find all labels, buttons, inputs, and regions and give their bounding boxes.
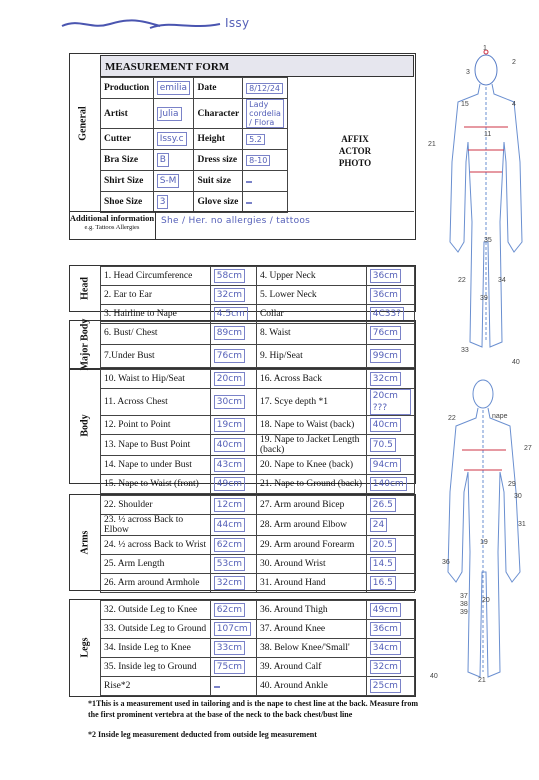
general-label-cell: Bra Size: [101, 150, 154, 171]
back-label-30: 30: [514, 493, 522, 500]
general-label-cell: Date: [194, 78, 243, 99]
additional-value: She / Her. no allergies / tattoos: [161, 216, 311, 226]
general-value-cell: [153, 192, 194, 213]
measure-value: 30cm: [214, 395, 245, 409]
measure-value: 20cm: [214, 372, 245, 386]
head-label: Head: [79, 276, 91, 300]
measure-value: 62cm: [214, 538, 245, 552]
back-label-31: 31: [518, 521, 526, 528]
measure-label: 9. Hip/Seat: [256, 345, 366, 368]
general-label-cell: Cutter: [101, 129, 154, 150]
measure-label: 36. Around Thigh: [256, 601, 366, 620]
measure-label: 10. Waist to Hip/Seat: [101, 370, 211, 389]
footnote-2: *2 Inside leg measurement deducted from outside leg measurement: [88, 730, 317, 739]
measure-row: [101, 601, 415, 620]
measure-value-cell: [210, 267, 256, 286]
back-label-nape: nape: [492, 413, 508, 420]
measure-value-cell: [366, 496, 414, 515]
measure-label: 34. Inside Leg to Knee: [101, 639, 211, 658]
measure-value: 94cm: [370, 458, 401, 472]
measure-row: [101, 658, 415, 677]
general-label-cell: Artist: [101, 99, 154, 129]
front-label-11: 11: [484, 131, 492, 138]
measure-row: [101, 620, 415, 639]
front-label-2: 2: [512, 59, 516, 66]
measure-value: 49cm: [214, 477, 245, 491]
measure-label: 28. Arm around Elbow: [256, 515, 366, 536]
measure-row: [101, 677, 415, 696]
measure-row: [101, 286, 415, 305]
measure-value-cell: [210, 620, 256, 639]
back-label-19: 19: [480, 539, 488, 546]
measure-label: 38. Below Knee/'Small': [256, 639, 366, 658]
footnote-1: *1This is a measurement used in tailoring and is the nape to chest line at the back. Measure from the first prominent vertebra at the base of the neck to the back chest/bust line: [88, 699, 419, 719]
measure-label: 2. Ear to Ear: [101, 286, 211, 305]
front-label-34: 34: [498, 277, 506, 284]
measure-value: 25cm: [370, 679, 401, 693]
general-value: 3: [157, 195, 169, 209]
general-value: Issy.c: [157, 132, 187, 146]
measure-row: [101, 416, 415, 435]
measure-label: 23. ½ across Back to Elbow: [101, 515, 211, 536]
measure-value: [214, 686, 220, 688]
measure-label: 27. Arm around Bicep: [256, 496, 366, 515]
measure-value: 24: [370, 518, 387, 532]
measure-row: [101, 370, 415, 389]
front-body-figure: [428, 42, 538, 372]
general-value: [246, 202, 252, 204]
general-value: [246, 181, 252, 183]
measure-value: 49cm: [370, 603, 401, 617]
measure-label: 21. Nape to Ground (back): [256, 475, 366, 494]
measure-value-cell: [210, 515, 256, 536]
general-value-cell: [153, 171, 194, 192]
measure-value-cell: [210, 435, 256, 456]
measure-value-cell: [210, 370, 256, 389]
major_body-label: Major Body: [79, 318, 91, 371]
general-value: 8/12/24: [246, 83, 283, 94]
measure-value-cell: [366, 574, 414, 593]
measure-value: 70.5: [370, 438, 396, 452]
measure-value-cell: [366, 658, 414, 677]
general-row: [101, 171, 288, 192]
general-value-cell: [243, 192, 288, 213]
legs-section: [69, 599, 416, 697]
back-label-40: 40: [430, 673, 438, 680]
measure-label: Collar: [256, 305, 366, 324]
general-value-cell: [153, 99, 194, 129]
head-table: [100, 266, 415, 324]
measure-value-cell: [366, 389, 414, 416]
general-row: [101, 78, 288, 99]
legs-label: Legs: [79, 637, 91, 658]
general-value-cell: [243, 171, 288, 192]
measure-label: 11. Across Chest: [101, 389, 211, 416]
measure-value: 34cm: [370, 641, 401, 655]
measure-value-cell: [210, 555, 256, 574]
measure-value-cell: [366, 416, 414, 435]
measure-value: 32cm: [214, 288, 245, 302]
major-body-section: [69, 320, 416, 370]
measure-value: 89cm: [214, 326, 245, 340]
front-label-40: 40: [512, 359, 520, 366]
front-label-15: 15: [461, 101, 469, 108]
measure-label: 25. Arm Length: [101, 555, 211, 574]
measure-value-cell: [366, 601, 414, 620]
additional-info-row: [69, 211, 414, 239]
back-label-29: 29: [508, 481, 516, 488]
measure-value-cell: [366, 620, 414, 639]
measure-value-cell: [210, 389, 256, 416]
measure-row: [101, 536, 415, 555]
general-label-cell: Shoe Size: [101, 192, 154, 213]
back-body-figure: [428, 372, 538, 682]
general-table: [100, 77, 288, 213]
general-value-cell: [153, 150, 194, 171]
measure-label: 37. Around Knee: [256, 620, 366, 639]
measure-value: 12cm: [214, 498, 245, 512]
form-title: MEASUREMENT FORM: [100, 55, 414, 77]
measure-row: [101, 496, 415, 515]
general-value: S-M: [157, 174, 180, 188]
general-value: 5.2: [246, 134, 265, 145]
measure-label: 5. Lower Neck: [256, 286, 366, 305]
general-value: Lady cordelia / Flora: [246, 99, 284, 128]
measure-value: 20.5: [370, 538, 396, 552]
measure-value-cell: [210, 677, 256, 696]
general-label-cell: Suit size: [194, 171, 243, 192]
back-label-36: 36: [442, 559, 450, 566]
measure-value-cell: [210, 456, 256, 475]
measure-label: 32. Outside Leg to Knee: [101, 601, 211, 620]
measure-value: 36cm: [370, 288, 401, 302]
measure-row: [101, 515, 415, 536]
measure-label: 7.Under Bust: [101, 345, 211, 368]
measure-value-cell: [366, 370, 414, 389]
general-row: [101, 129, 288, 150]
measure-row: [101, 345, 415, 368]
measure-value-cell: [210, 536, 256, 555]
measure-label: 33. Outside Leg to Ground: [101, 620, 211, 639]
head-section: [69, 265, 416, 319]
arms-table: [100, 495, 415, 593]
measure-value: 76cm: [214, 349, 245, 363]
measure-value: 75cm: [214, 660, 245, 674]
measure-value: 32cm: [370, 660, 401, 674]
general-value-cell: [153, 129, 194, 150]
measure-value: 58cm: [214, 269, 245, 283]
measure-row: [101, 267, 415, 286]
arms-section: [69, 494, 416, 591]
additional-sub: e.g. Tattoos Allergies: [84, 224, 140, 231]
measure-value-cell: [366, 536, 414, 555]
measure-label: 22. Shoulder: [101, 496, 211, 515]
measure-value: 32cm: [214, 576, 245, 590]
measure-label: 40. Around Ankle: [256, 677, 366, 696]
front-label-33: 33: [461, 347, 469, 354]
measure-label: 30. Around Wrist: [256, 555, 366, 574]
measure-row: [101, 475, 415, 494]
photo-label: AFFIX ACTOR PHOTO: [338, 134, 372, 168]
measure-value: 107cm: [214, 622, 251, 636]
scribble-mark: [60, 14, 300, 34]
general-row: [101, 150, 288, 171]
body-table: [100, 369, 415, 494]
measure-value: 19cm: [214, 418, 245, 432]
measure-label: 3. Hairline to Nape: [101, 305, 211, 324]
measure-value-cell: [366, 322, 414, 345]
general-value-cell: [243, 129, 288, 150]
measure-row: [101, 322, 415, 345]
measure-value-cell: [366, 515, 414, 536]
measure-value-cell: [366, 286, 414, 305]
body-label: Body: [79, 414, 91, 437]
measure-label: 19. Nape to Jacket Length (back): [256, 435, 366, 456]
back-label-37: 37: [460, 593, 468, 600]
front-label-22: 22: [458, 277, 466, 284]
back-label-22: 22: [448, 415, 456, 422]
measure-label: 24. ½ across Back to Wrist: [101, 536, 211, 555]
general-row: [101, 192, 288, 213]
front-label-1: 1: [483, 45, 487, 52]
measure-label: 16. Across Back: [256, 370, 366, 389]
major_body-table: [100, 321, 415, 368]
general-value: emilia: [157, 81, 190, 95]
measure-value-cell: [366, 555, 414, 574]
measure-value: 99cm: [370, 349, 401, 363]
measure-value: 62cm: [214, 603, 245, 617]
measure-value-cell: [210, 475, 256, 494]
general-value: B: [157, 153, 169, 167]
measure-value: 36cm: [370, 622, 401, 636]
general-label-cell: Production: [101, 78, 154, 99]
photo-box: [292, 77, 414, 211]
measure-value: 36cm: [370, 269, 401, 283]
front-label-21: 21: [428, 141, 436, 148]
measure-value-cell: [366, 435, 414, 456]
measure-value: 76cm: [370, 326, 401, 340]
measure-value: 20cm ???: [370, 389, 411, 415]
measure-value: 43cm: [214, 458, 245, 472]
front-label-4: 4: [512, 101, 516, 108]
measure-value-cell: [210, 286, 256, 305]
measure-row: [101, 574, 415, 593]
measure-value: 32cm: [370, 372, 401, 386]
general-value: Julia: [157, 107, 182, 121]
measure-label: 14. Nape to under Bust: [101, 456, 211, 475]
back-label-38: 38: [460, 601, 468, 608]
general-value-cell: [243, 78, 288, 99]
general-value-cell: [153, 78, 194, 99]
general-row: [101, 99, 288, 129]
additional-label: Additional information: [69, 213, 155, 223]
measure-label: 20. Nape to Knee (back): [256, 456, 366, 475]
measure-value-cell: [210, 416, 256, 435]
measure-row: [101, 639, 415, 658]
measure-value-cell: [366, 475, 414, 494]
measure-value-cell: [210, 601, 256, 620]
measure-label: 26. Arm around Armhole: [101, 574, 211, 593]
measure-label: 31. Around Hand: [256, 574, 366, 593]
arms-label: Arms: [79, 530, 91, 554]
general-label-cell: Dress size: [194, 150, 243, 171]
measure-value: 44cm: [214, 518, 245, 532]
measure-row: [101, 435, 415, 456]
general-label-cell: Character: [194, 99, 243, 129]
measure-label: 18. Nape to Waist (back): [256, 416, 366, 435]
measure-value-cell: [366, 456, 414, 475]
measure-label: 17. Scye depth *1: [256, 389, 366, 416]
general-label-cell: Height: [194, 129, 243, 150]
general-value-cell: [243, 150, 288, 171]
measure-label: 35. Inside leg to Ground: [101, 658, 211, 677]
measure-value: 4C33?: [370, 307, 404, 321]
measure-label: 39. Around Calf: [256, 658, 366, 677]
legs-table: [100, 600, 415, 696]
measure-label: 6. Bust/ Chest: [101, 322, 211, 345]
measure-value: 26.5: [370, 498, 396, 512]
measure-value: 40cm: [370, 418, 401, 432]
measure-label: Rise*2: [101, 677, 211, 696]
measure-row: [101, 389, 415, 416]
measure-label: 12. Point to Point: [101, 416, 211, 435]
front-label-3: 3: [466, 69, 470, 76]
measure-value-cell: [366, 267, 414, 286]
measure-label: 8. Waist: [256, 322, 366, 345]
measure-value: 16.5: [370, 576, 396, 590]
measure-row: [101, 555, 415, 574]
measure-value: 53cm: [214, 557, 245, 571]
back-label-20: 20: [482, 597, 490, 604]
measure-label: 15. Nape to Waist (front): [101, 475, 211, 494]
measure-label: 4. Upper Neck: [256, 267, 366, 286]
measure-label: 1. Head Circumference: [101, 267, 211, 286]
back-label-21: 21: [478, 677, 486, 682]
measure-value: 14.5: [370, 557, 396, 571]
body-section: [69, 368, 416, 489]
measure-value-cell: [366, 639, 414, 658]
measure-label: 29. Arm around Forearm: [256, 536, 366, 555]
measure-value-cell: [210, 639, 256, 658]
measure-value-cell: [210, 496, 256, 515]
measure-value: 140cm: [370, 477, 407, 491]
measure-row: [101, 456, 415, 475]
general-label: General: [77, 106, 89, 141]
measure-value: 4.5cm: [214, 307, 248, 321]
front-label-35: 35: [484, 237, 492, 244]
measure-value: 33cm: [214, 641, 245, 655]
scribble-text: Issy: [225, 16, 250, 30]
measure-value-cell: [210, 322, 256, 345]
back-label-27: 27: [524, 445, 532, 452]
general-value: 8-10: [246, 155, 270, 166]
measure-value: 40cm: [214, 438, 245, 452]
front-label-39: 39: [480, 295, 488, 302]
general-value-cell: [243, 99, 288, 129]
measure-value-cell: [210, 574, 256, 593]
header-scribble: [60, 14, 300, 34]
back-label-39: 39: [460, 609, 468, 616]
measure-value-cell: [366, 677, 414, 696]
measure-value-cell: [210, 345, 256, 368]
general-label-cell: Shirt Size: [101, 171, 154, 192]
measure-value-cell: [210, 658, 256, 677]
measure-label: 13. Nape to Bust Point: [101, 435, 211, 456]
general-label-cell: Glove size: [194, 192, 243, 213]
measure-value-cell: [366, 345, 414, 368]
